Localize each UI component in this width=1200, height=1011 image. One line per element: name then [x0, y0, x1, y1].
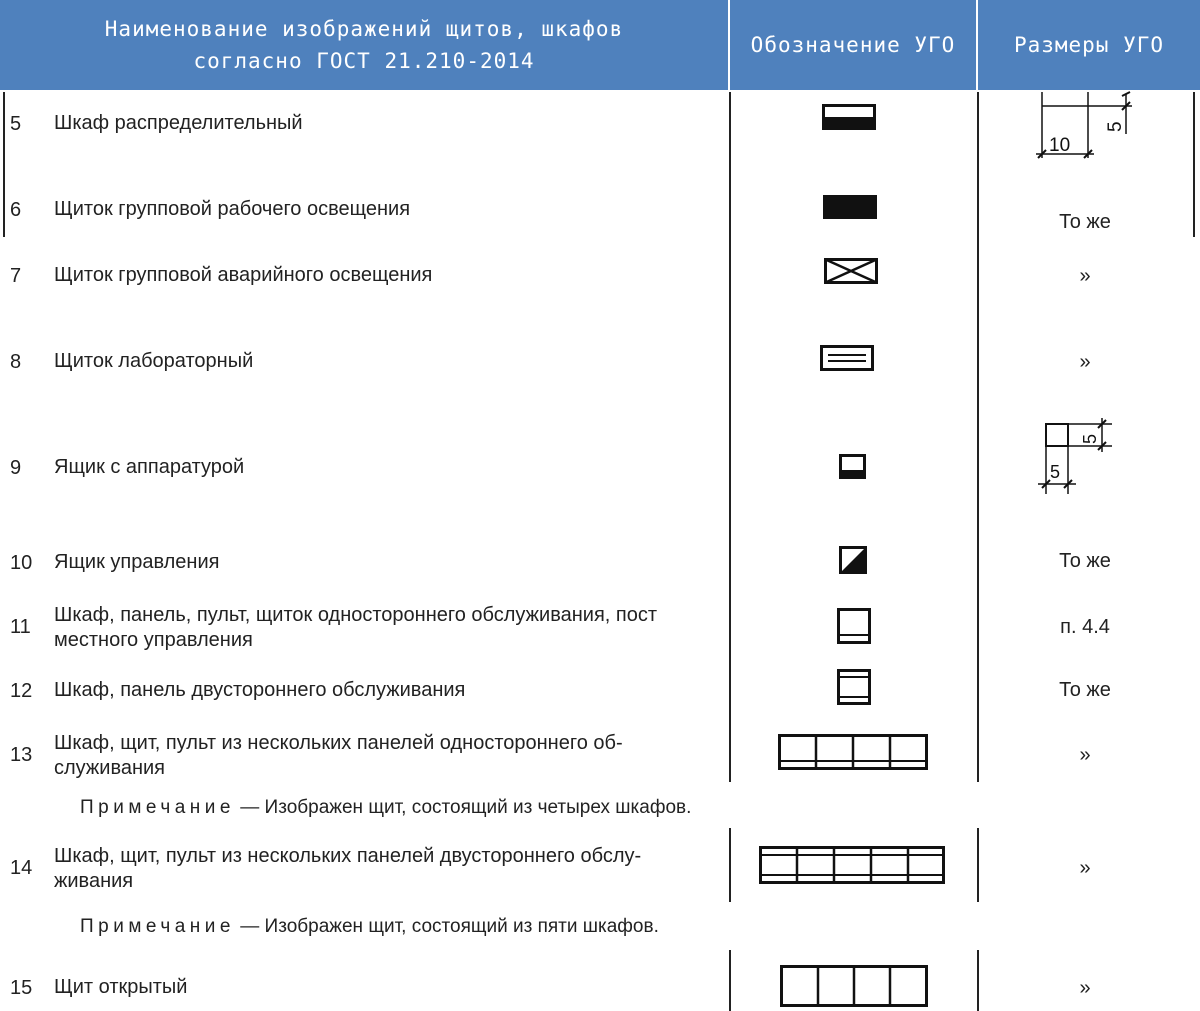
header-col-name: Наименование изображений щитов, шкафов согласно ГОСТ 21.210-2014	[0, 0, 730, 90]
column-divider	[729, 950, 731, 1011]
dim-height: 5	[1105, 121, 1126, 132]
distribution-cabinet-icon	[822, 104, 876, 130]
working-lighting-panel-icon	[823, 195, 877, 219]
row-name: Щит открытый	[54, 976, 188, 998]
equipment-box-icon	[839, 454, 867, 480]
row-name: Щиток групповой рабочего освещения	[54, 198, 411, 220]
row-name: Шкаф, панель двустороннего обслуживания	[54, 679, 466, 701]
row-number: 6	[10, 199, 22, 221]
dimension-sketch	[1036, 416, 1116, 496]
row-size: »	[1079, 265, 1091, 287]
laboratory-panel-icon	[820, 345, 874, 371]
dim-height: 5	[1080, 433, 1100, 444]
row-name: Шкаф, панель, пульт, щиток одностороннего обслуживания, пост местного управления	[54, 604, 658, 651]
row-size: »	[1079, 977, 1091, 999]
dim-width: 10	[1049, 135, 1071, 156]
right-border	[1193, 92, 1195, 237]
row-name: Щиток групповой аварийного освещения	[54, 264, 433, 286]
row-size: То же	[1059, 211, 1111, 233]
row-name: Щиток лабораторный	[54, 350, 254, 372]
row-name: Шкаф, щит, пульт из нескольких панелей двустороннего обслу-живания	[54, 845, 642, 892]
table-header	[0, 0, 1200, 90]
row-number: 14	[10, 857, 33, 879]
row-number: 13	[10, 744, 33, 766]
left-border	[3, 92, 5, 237]
column-divider	[729, 92, 731, 782]
row-size: »	[1079, 351, 1091, 373]
row-size: »	[1079, 744, 1091, 766]
control-box-icon	[839, 546, 867, 574]
column-divider	[977, 828, 979, 902]
note	[80, 797, 691, 819]
header-col-size: Размеры УГО	[1013, 33, 1165, 57]
row-name: Шкаф распределительный	[54, 112, 303, 134]
open-switchboard-icon	[780, 965, 928, 1007]
note	[80, 916, 659, 938]
header-col-symbol: Обозначение УГО	[730, 0, 978, 90]
single-sided-cabinet-icon	[837, 608, 871, 644]
row-name: Ящик с аппаратурой	[54, 456, 245, 478]
row-size: То же	[1059, 679, 1111, 701]
dim-width: 5	[1050, 462, 1061, 482]
row-number: 15	[10, 977, 33, 999]
dimension-sketch	[1032, 92, 1136, 164]
note-text: — Изображен щит, состоящий из четырех шкафов.	[234, 797, 692, 818]
column-divider	[977, 950, 979, 1011]
row-number: 10	[10, 552, 33, 574]
column-divider	[977, 92, 979, 782]
row-number: 11	[10, 616, 31, 638]
row-size: »	[1079, 857, 1091, 879]
row-name: Ящик управления	[54, 551, 220, 573]
note-text: — Изображен щит, состоящий из пяти шкафов.	[234, 916, 659, 937]
row-name: Шкаф, щит, пульт из нескольких панелей одностороннего об-служивания	[54, 732, 623, 779]
row-size: То же	[1059, 550, 1111, 572]
multi-panel-single-sided-icon	[778, 734, 928, 770]
row-number: 7	[10, 265, 22, 287]
multi-panel-double-sided-icon	[759, 846, 945, 884]
note-label: Примечание	[80, 797, 235, 818]
row-number: 12	[10, 680, 33, 702]
double-sided-cabinet-icon	[837, 669, 871, 705]
note-label: Примечание	[80, 916, 235, 937]
row-number: 9	[10, 457, 22, 479]
emergency-lighting-panel-icon	[824, 258, 878, 284]
row-number: 5	[10, 113, 22, 135]
row-number: 8	[10, 351, 22, 373]
column-divider	[729, 828, 731, 902]
row-size: п. 4.4	[1060, 616, 1110, 638]
